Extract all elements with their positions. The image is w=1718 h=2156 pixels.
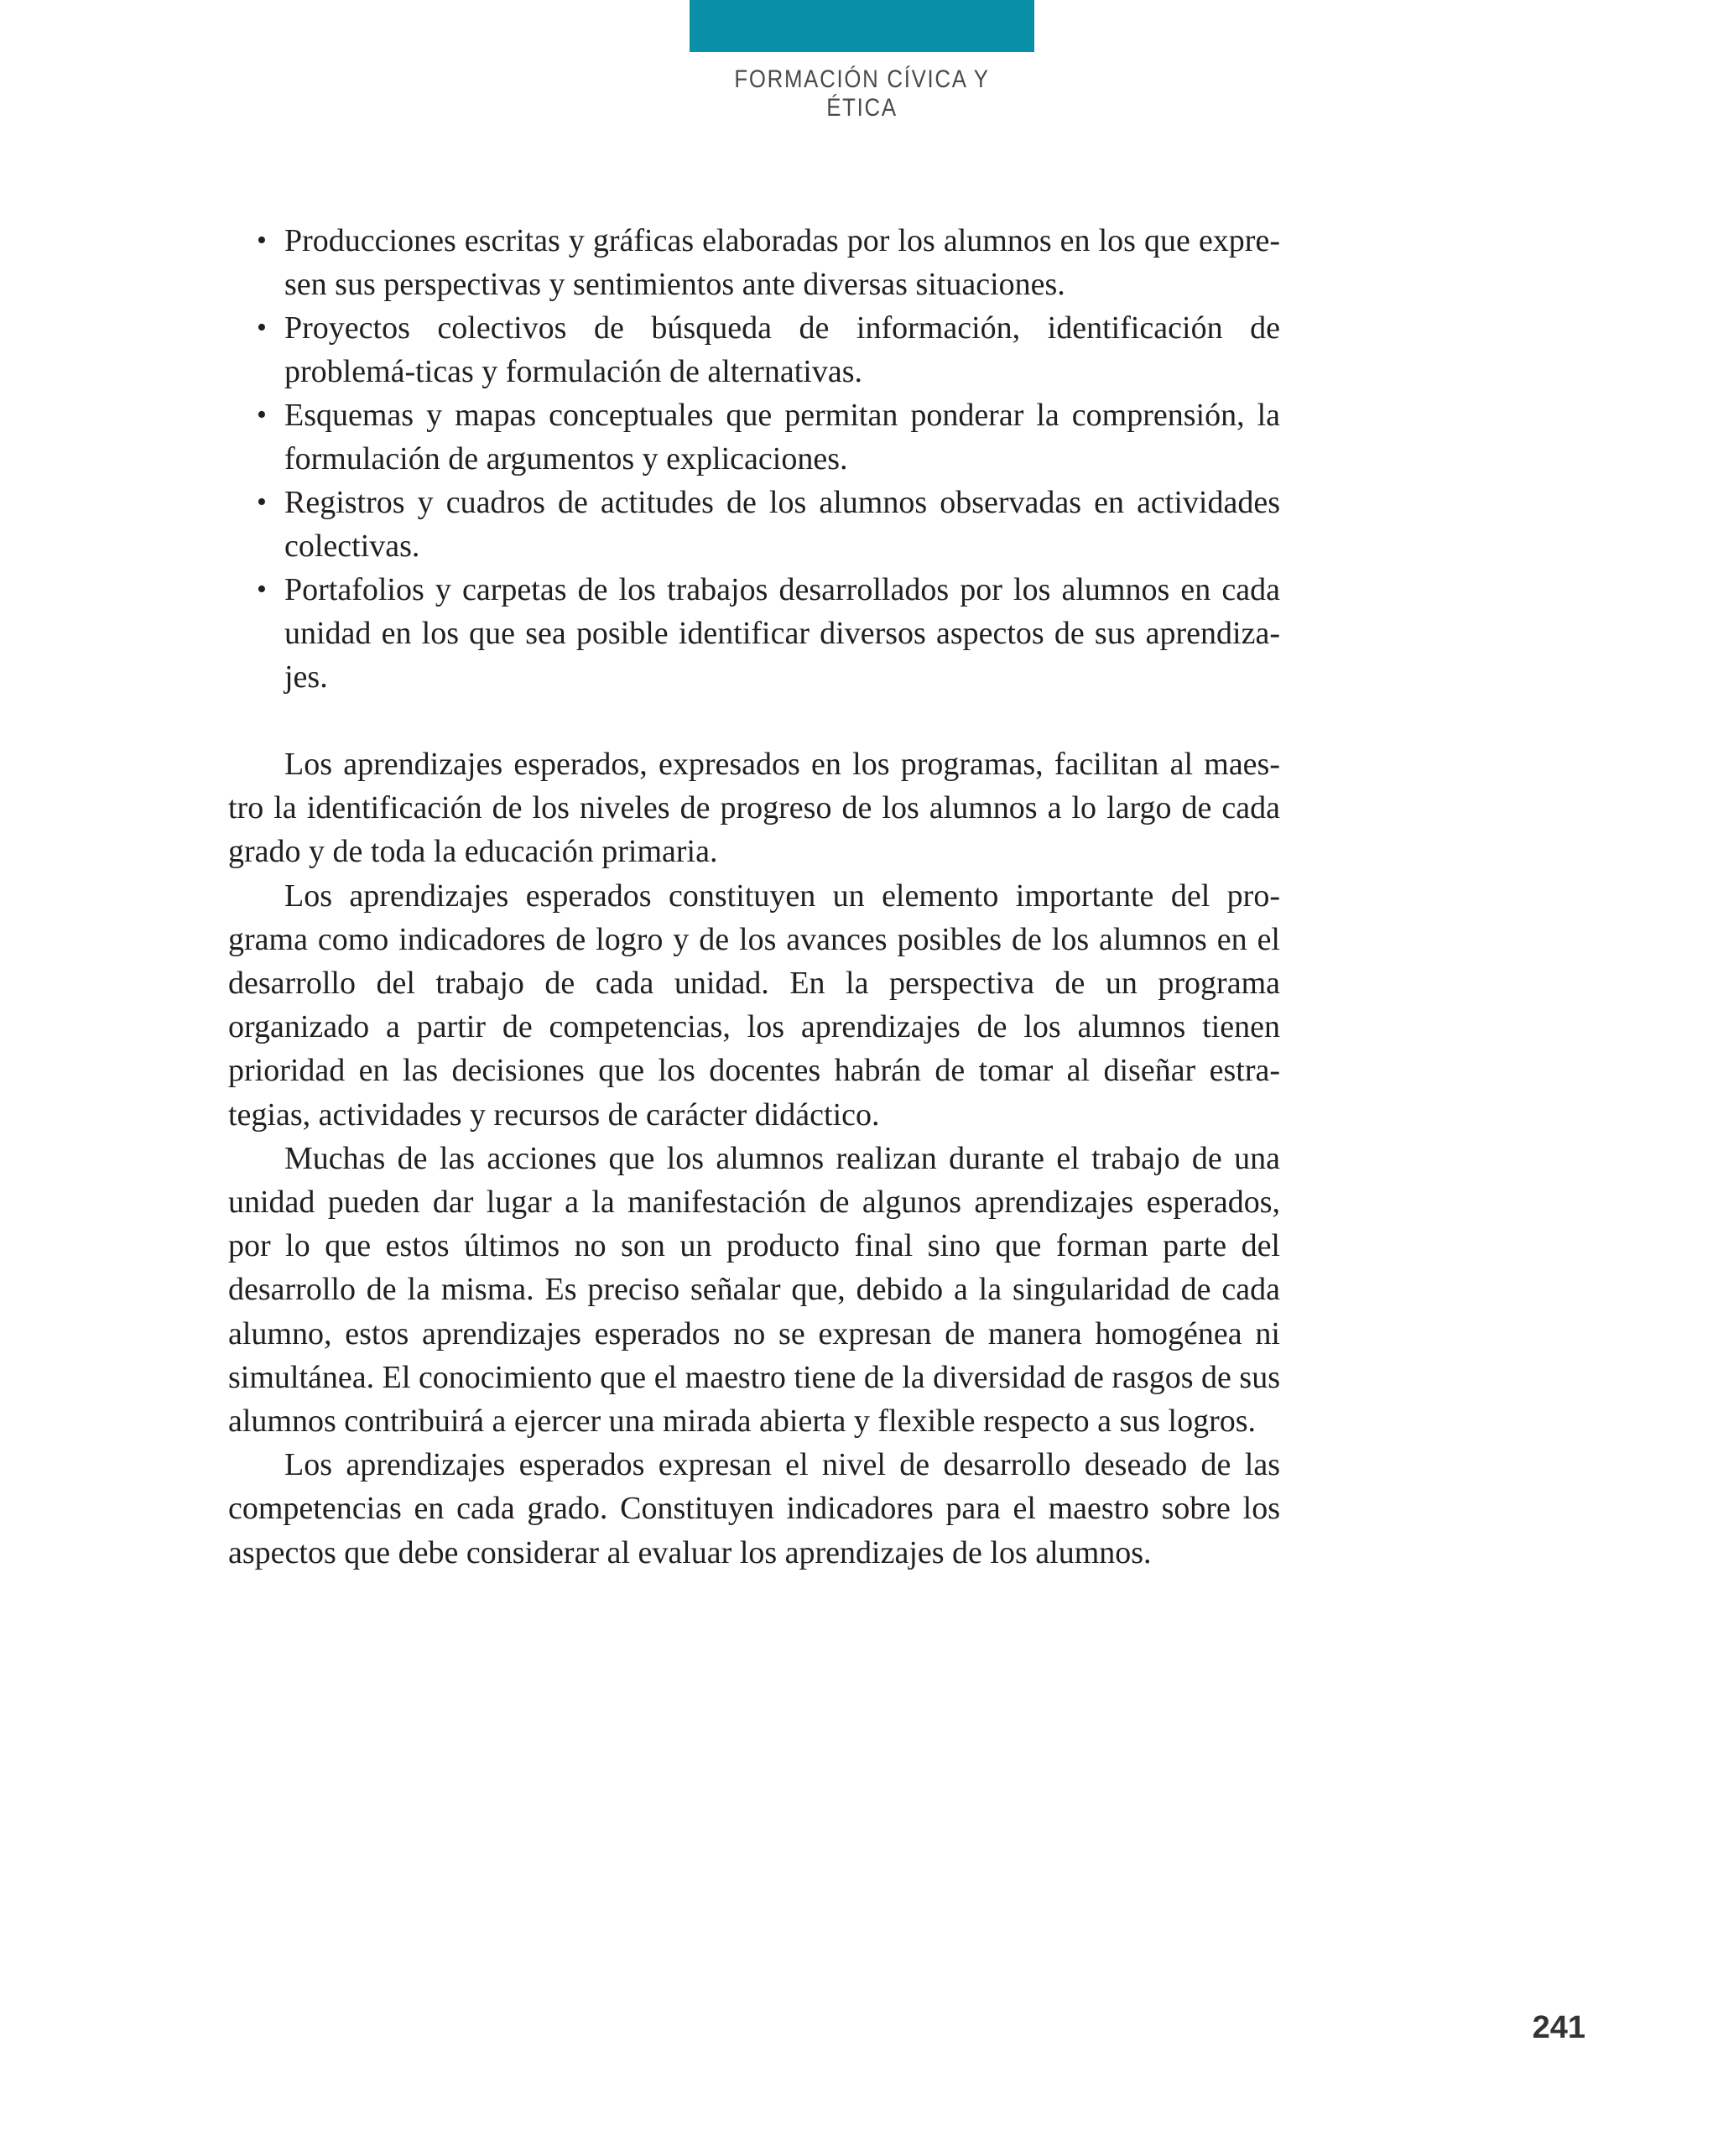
list-item: [228, 481, 1280, 568]
header-tab-bar: [690, 0, 1034, 52]
paragraph: Muchas de las acciones que los alumnos realizan durante el trabajo de una unidad pueden dar lugar a la manifestación de algunos aprendizajes esperados, por lo que estos últimos no son un producto final sino que forman parte del desarrollo de la misma. Es preciso señalar que, debido a la singularidad de cada alumno, estos aprendizajes esperados no se expresan de manera homogénea ni simultánea. El conocimiento que el maestro tiene de la diversidad de rasgos de sus alumnos contribuirá a ejercer una mirada abierta y flexible respecto a sus logros.: [228, 1140, 1280, 1440]
list-item: [228, 393, 1280, 481]
bullet-icon: •: [257, 399, 267, 430]
list-item-text: Portafolios y carpetas de los trabajos desarrollados por los alumnos en cada unidad en los que sea posible identificar diversos aspectos de sus aprendiza-jes.: [284, 572, 1280, 695]
list-item: [228, 306, 1280, 393]
list-item: [228, 219, 1280, 306]
paragraph: Los aprendizajes esperados expresan el nivel de desarrollo deseado de las competencias en cada grado. Constituyen indicadores para el maestro sobre los aspectos que debe considerar al evaluar los aprendizajes de los alumnos.: [228, 1447, 1280, 1570]
running-head: FORMACIÓN CÍVICA Y ÉTICA: [734, 65, 990, 122]
bullet-list: [228, 219, 1280, 699]
list-item-text: Proyectos colectivos de búsqueda de información, identificación de problemá-ticas y formulación de alternativas.: [284, 310, 1280, 389]
list-item-text: Producciones escritas y gráficas elaboradas por los alumnos en los que expre-sen sus perspectivas y sentimientos ante diversas situaciones.: [284, 223, 1280, 302]
page-number: 241: [1532, 2010, 1585, 2045]
bullet-icon: •: [257, 574, 267, 605]
body-text: [228, 742, 1280, 1575]
list-item-text: Esquemas y mapas conceptuales que permitan ponderar la comprensión, la formulación de argumentos y explicaciones.: [284, 398, 1280, 477]
bullet-icon: •: [257, 312, 267, 343]
paragraph: Los aprendizajes esperados constituyen un elemento importante del pro-grama como indicadores de logro y de los avances posibles de los alumnos en el desarrollo del trabajo de cada unidad. En la perspectiva de un programa organizado a partir de competencias, los aprendizajes de los alumnos tienen prioridad en las decisiones que los docentes habrán de tomar al diseñar estra-tegias, actividades y recursos de carácter didáctico.: [228, 878, 1280, 1133]
bullet-icon: •: [257, 487, 267, 518]
paragraph: Los aprendizajes esperados, expresados en los programas, facilitan al maes-tro la identificación de los niveles de progreso de los alumnos a lo largo de cada grado y de toda la educación primaria.: [228, 747, 1280, 870]
list-item-text: Registros y cuadros de actitudes de los alumnos observadas en actividades colectivas.: [284, 485, 1280, 564]
list-item: [228, 568, 1280, 699]
bullet-icon: •: [257, 225, 267, 256]
